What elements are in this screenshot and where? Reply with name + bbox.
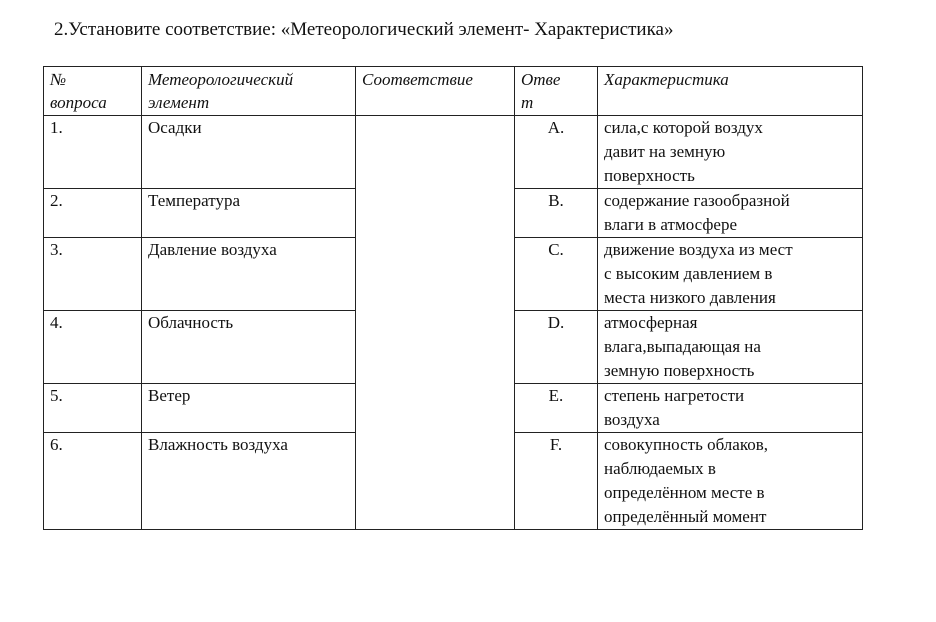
header-answer xyxy=(515,67,598,116)
characteristic-line: наблюдаемых в xyxy=(604,459,716,478)
header-match-label: Соответствие xyxy=(362,70,473,89)
characteristic-line: влага,выпадающая на xyxy=(604,337,761,356)
question-number: 5. xyxy=(44,384,142,433)
question-number: 6. xyxy=(44,433,142,530)
answer-letter: A. xyxy=(515,116,598,189)
characteristic-line: с высоким давлением в xyxy=(604,264,773,283)
characteristic-text xyxy=(598,433,863,530)
header-match xyxy=(356,67,515,116)
characteristic-line: степень нагретости xyxy=(604,386,745,405)
characteristic-line: земную поверхность xyxy=(604,361,755,380)
answer-letter: E. xyxy=(515,384,598,433)
header-number-line1: № xyxy=(50,70,67,89)
header-answer-line2: т xyxy=(521,93,534,112)
element-name: Ветер xyxy=(142,384,356,433)
characteristic-line: содержание газообразной xyxy=(604,191,790,210)
header-element-line1: Метеорологический xyxy=(148,70,294,89)
header-element-line2: элемент xyxy=(148,93,210,112)
question-number: 1. xyxy=(44,116,142,189)
characteristic-line: воздуха xyxy=(604,410,660,429)
characteristic-text xyxy=(598,116,863,189)
characteristic-line: места низкого давления xyxy=(604,288,776,307)
table-row xyxy=(44,116,863,189)
answer-letter: D. xyxy=(515,311,598,384)
characteristic-line: влаги в атмосфере xyxy=(604,215,738,234)
characteristic-text xyxy=(598,384,863,433)
characteristic-line: сила,с которой воздух xyxy=(604,118,763,137)
question-number: 3. xyxy=(44,238,142,311)
header-characteristic-label: Характеристика xyxy=(604,70,729,89)
header-number-line2: вопроса xyxy=(50,93,107,112)
characteristic-line: давит на земную xyxy=(604,142,726,161)
answer-letter: B. xyxy=(515,189,598,238)
matching-table xyxy=(43,66,863,530)
question-number: 4. xyxy=(44,311,142,384)
characteristic-line: определённом месте в xyxy=(604,483,765,502)
element-name: Влажность воздуха xyxy=(142,433,356,530)
characteristic-line: атмосферная xyxy=(604,313,698,332)
element-name: Осадки xyxy=(142,116,356,189)
table-header-row xyxy=(44,67,863,116)
task-title: 2.Установите соответствие: «Метеорологический элемент- Характеристика» xyxy=(54,19,674,40)
characteristic-text xyxy=(598,238,863,311)
question-number: 2. xyxy=(44,189,142,238)
element-name: Облачность xyxy=(142,311,356,384)
characteristic-text xyxy=(598,189,863,238)
characteristic-line: движение воздуха из мест xyxy=(604,240,793,259)
match-answer-area[interactable] xyxy=(356,116,515,530)
header-question-number xyxy=(44,67,142,116)
element-name: Давление воздуха xyxy=(142,238,356,311)
characteristic-line: определённый момент xyxy=(604,507,767,526)
header-element xyxy=(142,67,356,116)
answer-letter: C. xyxy=(515,238,598,311)
header-answer-line1: Отве xyxy=(521,70,561,89)
characteristic-text xyxy=(598,311,863,384)
element-name: Температура xyxy=(142,189,356,238)
answer-letter: F. xyxy=(515,433,598,530)
characteristic-line: совокупность облаков, xyxy=(604,435,768,454)
header-characteristic xyxy=(598,67,863,116)
characteristic-line: поверхность xyxy=(604,166,695,185)
